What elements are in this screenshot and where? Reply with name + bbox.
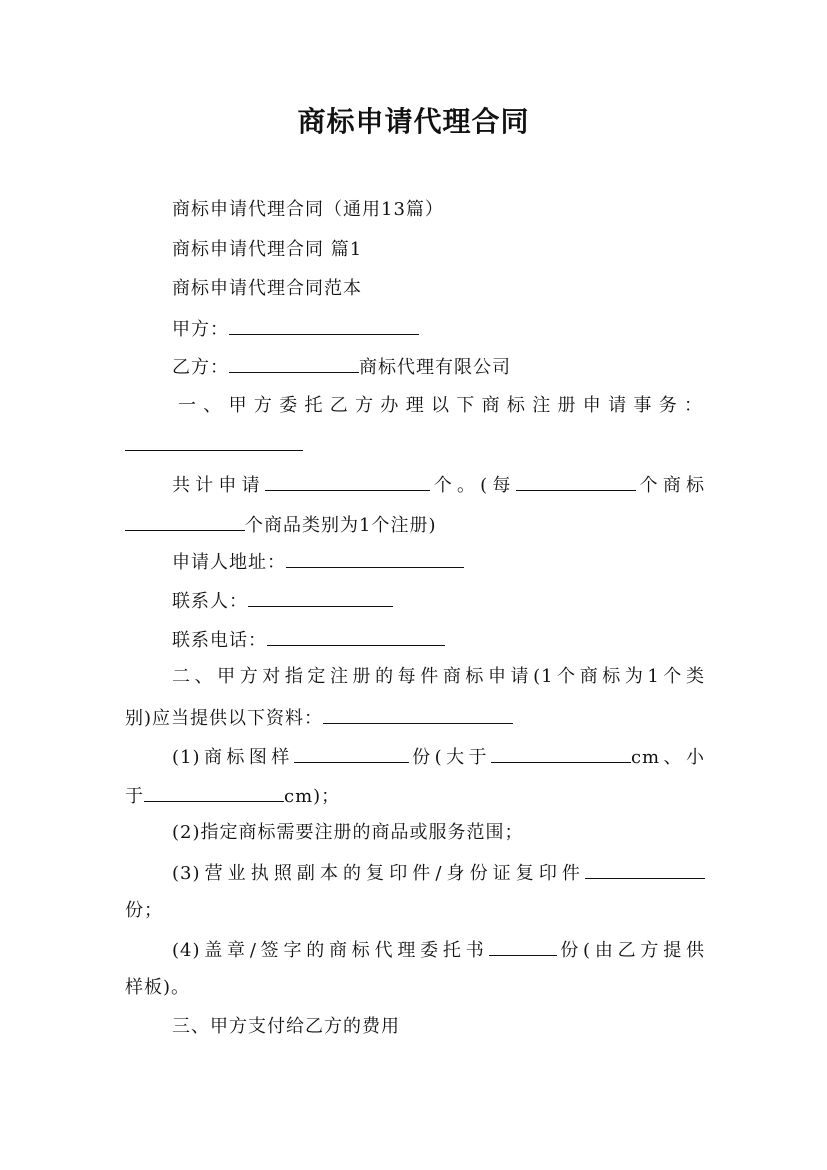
item-1-cm-lt: cm、小 xyxy=(630,747,706,768)
item-1-label: (1)商标图样 xyxy=(172,747,294,768)
item-3-label: (3)营业执照副本的复印件/身份证复印件 xyxy=(172,863,585,884)
item-1-lt: 于 xyxy=(125,786,144,807)
party-a-line xyxy=(172,316,705,342)
applicant-address-line xyxy=(172,549,705,575)
contact-blank[interactable] xyxy=(248,588,393,607)
per-unit: 个商标 xyxy=(635,475,705,496)
item-1-gt: 份(大于 xyxy=(408,747,491,768)
per-blank[interactable] xyxy=(516,472,636,491)
count-blank[interactable] xyxy=(265,472,430,491)
clause-2-line-1: 二、甲方对指定注册的每件商标申请(1个商标为1个类 xyxy=(172,666,705,687)
item-1-max-blank[interactable] xyxy=(144,783,284,802)
clause-1-matter-blank[interactable] xyxy=(125,432,303,451)
clause-1-line-1: 一、甲方委托乙方办理以下商标注册申请事务： xyxy=(178,395,705,416)
chapter-heading: 商标申请代理合同 篇1 xyxy=(172,239,363,260)
applicant-address-blank[interactable] xyxy=(286,549,464,568)
clause-1-line-2 xyxy=(125,432,705,458)
party-b-suffix: 商标代理有限公司 xyxy=(359,357,511,378)
contact-phone-label: 联系电话： xyxy=(172,630,267,651)
item-2-line: (2)指定商标需要注册的商品或服务范围； xyxy=(172,822,524,843)
item-4-provided: 份(由乙方提供 xyxy=(556,940,705,961)
category-text: 个商品类别为1个注册) xyxy=(245,515,437,536)
clause-2-materials-label: 别)应当提供以下资料： xyxy=(125,708,324,729)
contact-label: 联系人： xyxy=(172,591,248,612)
item-4-line-2: 样板)。 xyxy=(125,977,191,998)
clause-3-heading: 三、甲方支付给乙方的费用 xyxy=(172,1016,400,1037)
item-1-copies-blank[interactable] xyxy=(294,744,409,763)
party-a-label: 甲方： xyxy=(172,319,229,340)
item-3-line-2: 份； xyxy=(125,900,163,921)
contact-line xyxy=(172,588,705,614)
count-unit: 个。(每 xyxy=(429,475,516,496)
party-a-blank[interactable] xyxy=(229,316,419,335)
category-blank[interactable] xyxy=(125,512,245,531)
document-subtitle: 商标申请代理合同（通用13篇） xyxy=(172,199,444,220)
party-b-label: 乙方： xyxy=(172,357,229,378)
clause-1-count-line xyxy=(172,472,705,498)
materials-blank[interactable] xyxy=(323,705,513,724)
item-1-line-1 xyxy=(172,744,705,770)
contact-phone-line xyxy=(172,627,705,653)
item-4-label: (4)盖章/签字的商标代理委托书 xyxy=(172,940,489,961)
item-3-copies-blank[interactable] xyxy=(585,860,705,879)
item-4-copies-blank[interactable] xyxy=(489,937,557,956)
count-label: 共计申请 xyxy=(172,475,265,496)
item-1-min-blank[interactable] xyxy=(491,744,631,763)
clause-2-line-2 xyxy=(125,705,705,731)
clause-1-category-line xyxy=(125,512,705,538)
document-title: 商标申请代理合同 xyxy=(297,105,530,138)
party-b-blank[interactable] xyxy=(229,354,359,373)
template-heading: 商标申请代理合同范本 xyxy=(172,278,362,299)
party-b-line xyxy=(172,354,705,380)
item-1-line-2 xyxy=(125,783,705,809)
contact-phone-blank[interactable] xyxy=(267,627,445,646)
item-4-line-1 xyxy=(172,937,705,963)
applicant-address-label: 申请人地址： xyxy=(172,552,286,573)
item-1-cm-end: cm)； xyxy=(284,786,341,807)
item-3-line-1 xyxy=(172,860,705,886)
